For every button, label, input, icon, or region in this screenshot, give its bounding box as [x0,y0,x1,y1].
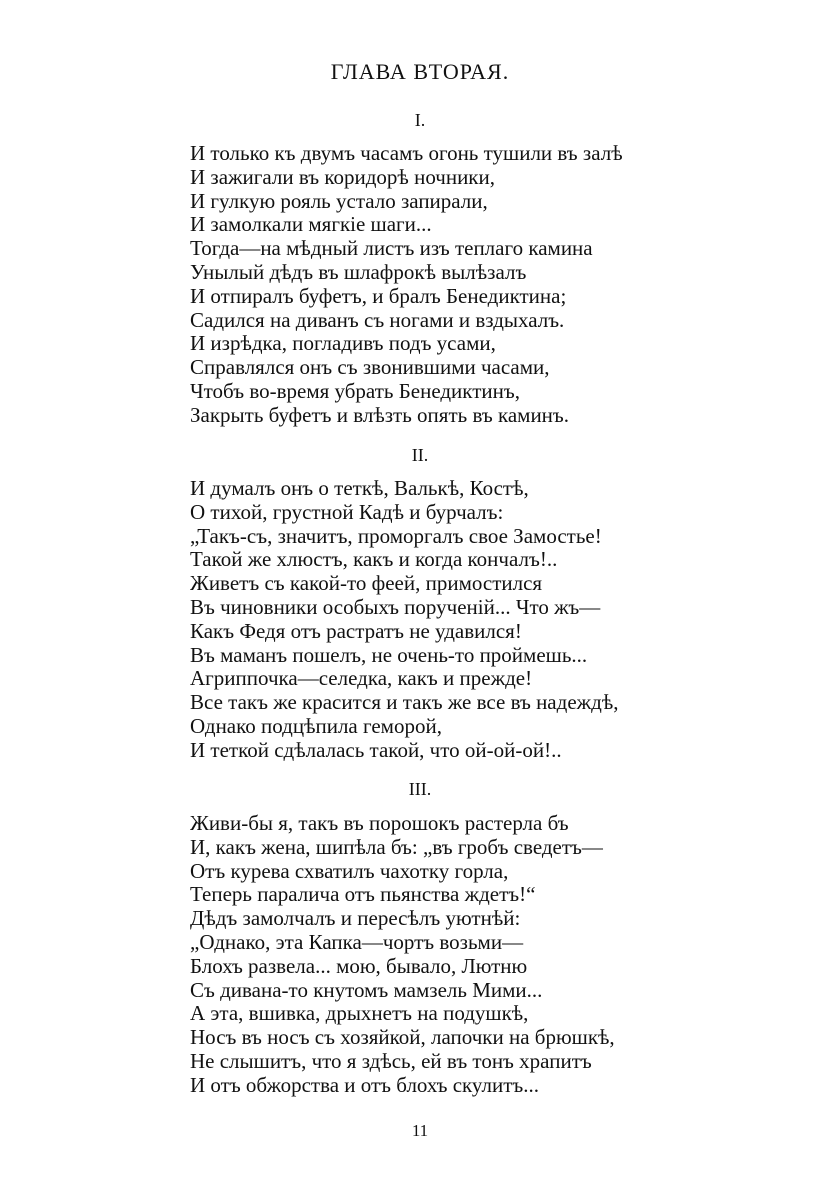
verse-line: Садился на диванъ съ ногами и вздыхалъ. [190,307,565,332]
verse-line: И думалъ онъ о теткѣ, Валькѣ, Костѣ, [190,476,529,500]
verse-line: И отъ обжорства и отъ блохъ скулитъ... [190,1072,540,1097]
verse-line: И, какъ жена, шипѣла бъ: „въ гробъ сведетъ— [190,834,603,859]
verse-line: Носъ въ носъ съ хозяйкой, лапочки на брюшкѣ, [190,1025,615,1050]
verse-line: И теткой сдѣлалась такой, что ой-ой-ой!.. [190,737,562,762]
verse-line: О тихой, грустной Кадѣ и бурчалъ: [190,499,504,524]
verse-line: Чтобъ во-время убрать Бенедиктинъ, [190,378,520,403]
verse-line: Въ маманъ пошелъ, не очень-то проймешь... [190,642,588,667]
verse-line: А эта, вшивка, дрыхнетъ на подушкѣ, [190,1001,529,1026]
verse-line: И зажигали въ коридорѣ ночники, [190,164,496,189]
stanza-2 [190,477,810,763]
verse-line: Живи-бы я, такъ въ порошокъ растерла бъ [190,811,569,835]
verse-line: „Такъ-съ, значитъ, проморгалъ свое Замостье! [190,523,602,548]
verse-line: Отъ курева схватилъ чахотку горла, [190,858,509,883]
section-numeral-1: I. [414,110,426,130]
verse-line: Съ дивана-то кнутомъ мамзель Мими... [190,977,543,1002]
verse-line: И замолкали мягкіе шаги... [190,212,432,237]
chapter-title: ГЛАВА ВТОРАЯ. [330,59,510,84]
verse-line: Все такъ же красится и такъ же все въ надеждѣ, [190,690,619,715]
stanza-3 [190,812,810,1098]
section-numeral-2: II. [411,445,429,465]
verse-line: Тогда—на мѣдный листъ изъ теплаго камина [190,236,593,261]
verse-line: Такой же хлюстъ, какъ и когда кончалъ!.. [190,547,558,572]
verse-line: Агриппочка—селедка, какъ и прежде! [190,666,533,691]
stanza-1 [190,142,810,428]
verse-line: Однако подцѣпила геморой, [190,713,442,738]
verse-line: Справлялся онъ съ звонившими часами, [190,355,550,380]
verse-line: И только къ двумъ часамъ огонь тушили въ залѣ [190,141,623,165]
verse-line: Унылый дѣдъ въ шлафрокѣ вылѣзалъ [190,259,527,284]
verse-line: Блохъ развела... мою, бывало, Лютню [190,953,528,978]
verse-line: Теперь паралича отъ пьянства ждетъ!“ [190,882,536,907]
verse-line: Дѣдъ замолчалъ и пересѣлъ уютнѣй: [190,906,521,931]
page-number: 11 [411,1121,429,1140]
section-numeral-3: III. [408,779,432,799]
verse-line: И изрѣдка, погладивъ подъ усами, [190,331,496,356]
verse-line: Какъ Федя отъ растратъ не удавился! [190,618,522,643]
verse-line: И отпиралъ буфетъ, и бралъ Бенедиктина; [190,283,567,308]
verse-line: Въ чиновники особыхъ порученій... Что жъ— [190,594,601,619]
verse-line: Закрыть буфетъ и влѣзть опять въ каминъ. [190,402,570,427]
verse-line: „Однако, эта Капка—чортъ возьми— [190,929,524,954]
verse-line: Не слышитъ, что я здѣсь, ей въ тонъ храпитъ [190,1048,592,1073]
verse-line: Живетъ съ какой-то феей, примостился [190,571,543,596]
verse-line: И гулкую рояль устало запирали, [190,188,488,213]
